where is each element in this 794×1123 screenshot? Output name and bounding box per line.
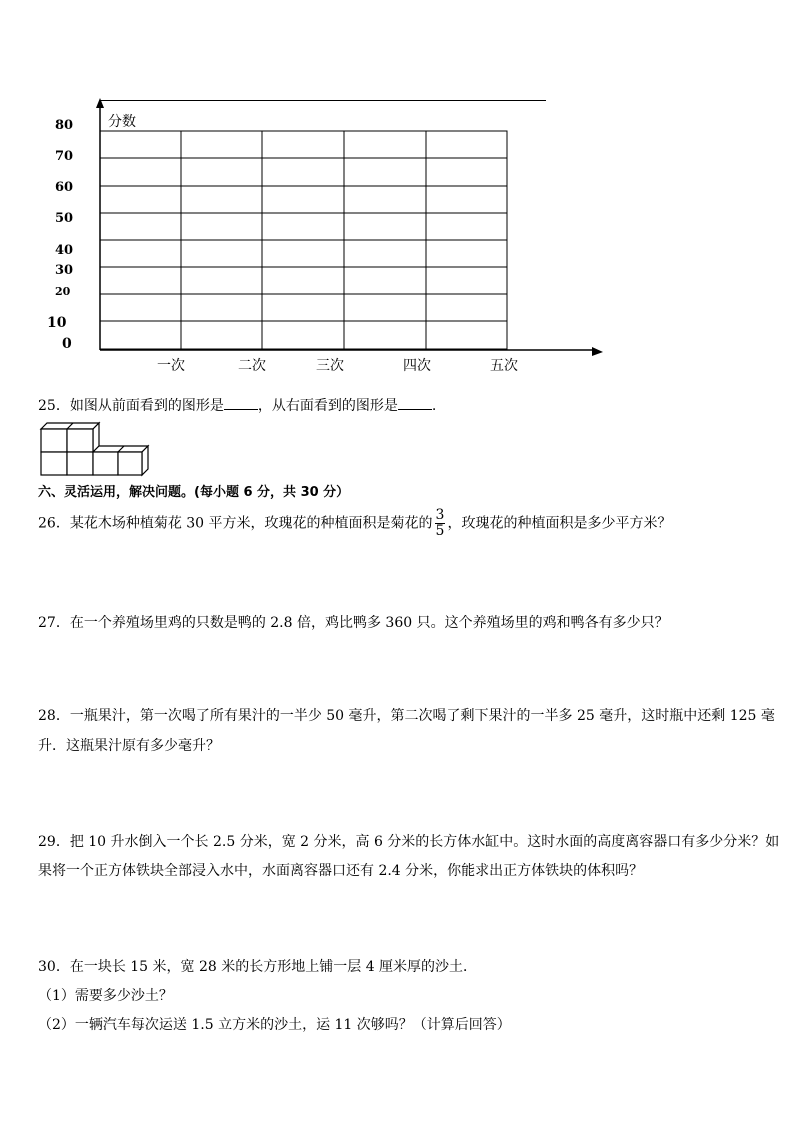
grid-lines [100, 131, 507, 349]
q26-text-a: 26．某花木场种植菊花 30 平方米，玫瑰花的种植面积是菊花的 [38, 515, 433, 532]
answer-blank[interactable] [224, 397, 258, 410]
question-29-line-2: 果将一个正方体铁块全部浸入水中，水面离容器口还有 2.4 分米，你能求出正方体铁块的体积吗？ [38, 863, 644, 879]
y-tick-label: 0 [62, 336, 72, 352]
q25-text-c: . [431, 398, 437, 414]
y-tick-label: 50 [55, 211, 74, 226]
x-tick-label: 二次 [238, 358, 266, 374]
y-tick-label: 10 [47, 315, 67, 331]
q25-text-a: 25．如图从前面看到的图形是 [38, 398, 224, 414]
question-29-line-1: 29．把 10 升水倒入一个长 2.5 分米，宽 2 分米，高 6 分米的长方体水缸中。这时水面的高度离容器口有多少分米？如 [38, 834, 780, 850]
y-tick-label: 20 [55, 285, 71, 298]
question-30-sub-1: （1）需要多少沙土？ [38, 988, 173, 1004]
question-30-line-1: 30．在一块长 15 米，宽 28 米的长方形地上铺一层 4 厘米厚的沙土． [38, 959, 478, 975]
section-6-title: 六、灵活运用，解决问题。(每小题 6 分，共 30 分） [38, 485, 350, 500]
y-axis-title: 分数 [108, 114, 136, 130]
y-tick-label: 60 [55, 180, 74, 195]
y-tick-label: 40 [55, 243, 74, 258]
y-tick-label: 80 [55, 118, 74, 133]
q26-text-b: ，玫瑰花的种植面积是多少平方米？ [447, 515, 672, 532]
x-axis-arrow [592, 347, 603, 356]
fraction [435, 508, 446, 539]
x-tick-label: 四次 [403, 358, 431, 374]
q25-text-b: ，从右面看到的图形是 [257, 398, 398, 414]
x-tick-label: 三次 [316, 358, 344, 374]
question-25 [38, 397, 436, 415]
score-chart [0, 0, 794, 400]
answer-blank[interactable] [398, 397, 432, 410]
y-axis-arrow [96, 98, 104, 108]
x-tick-label: 一次 [157, 358, 185, 374]
question-30-sub-2: （2）一辆汽车每次运送 1.5 立方米的沙土，运 11 次够吗？（计算后回答） [38, 1017, 511, 1033]
x-tick-label: 五次 [490, 358, 518, 374]
question-26 [38, 508, 671, 539]
fraction-numerator: 3 [435, 507, 445, 523]
question-27: 27．在一个养殖场里鸡的只数是鸭的 2.8 倍，鸡比鸭多 360 只。这个养殖场里的鸡和鸭各有多少只？ [38, 615, 669, 631]
question-28-line-1: 28．一瓶果汁，第一次喝了所有果汁的一半少 50 毫升，第二次喝了剩下果汁的一半多 25 毫升，这时瓶中还剩 125 毫 [38, 708, 775, 724]
y-tick-label: 70 [55, 149, 74, 164]
cube-figure [36, 420, 150, 480]
question-28-line-2: 升．这瓶果汁原有多少毫升？ [38, 738, 220, 754]
y-tick-label: 30 [55, 263, 74, 278]
fraction-denominator: 5 [435, 523, 445, 539]
